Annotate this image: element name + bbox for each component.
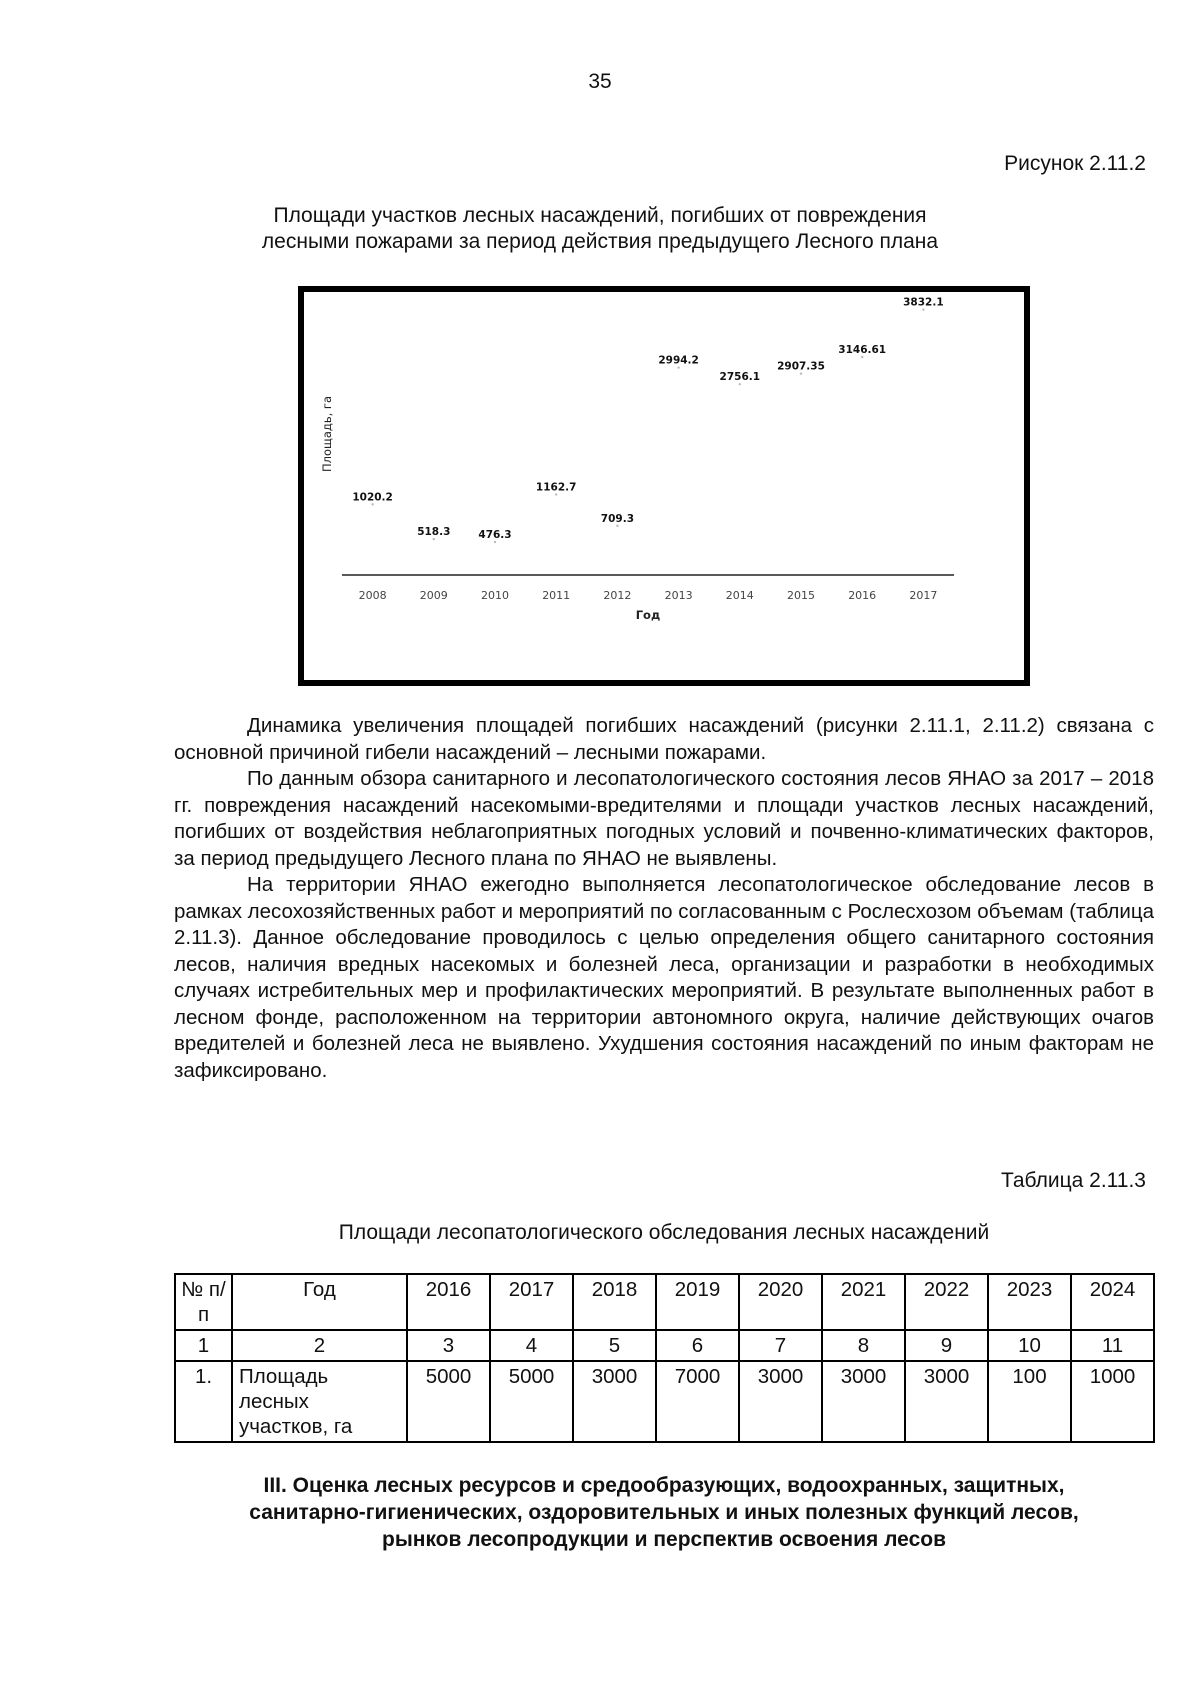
- header-cell: 2024: [1071, 1274, 1154, 1330]
- figure-title-line-1: Площади участков лесных насаждений, погибших от повреждения: [273, 204, 927, 227]
- y-axis-title: Площадь, га: [320, 395, 334, 473]
- data-point: [494, 541, 496, 543]
- x-tick-label: 2013: [664, 589, 693, 602]
- row-number-cell: 1.: [175, 1361, 232, 1442]
- value-cell: 5000: [490, 1361, 573, 1442]
- table-number-row: [175, 1330, 1154, 1361]
- number-cell: 11: [1071, 1330, 1154, 1361]
- table-header-row: [175, 1274, 1154, 1330]
- number-cell: 2: [232, 1330, 407, 1361]
- data-label: 2994.2: [658, 354, 699, 367]
- data-label: 709.3: [600, 512, 635, 525]
- section-heading-line-3: рынков лесопродукции и перспектив освоения лесов: [382, 1528, 946, 1551]
- section-heading-line-1: III. Оценка лесных ресурсов и средообразующих, водоохранных, защитных,: [263, 1474, 1065, 1497]
- data-label: 2756.1: [719, 371, 761, 384]
- data-label: 3146.61: [838, 344, 887, 357]
- value-cell: 5000: [407, 1361, 490, 1442]
- paragraph-1: Динамика увеличения площадей погибших насаждений (рисунки 2.11.1, 2.11.2) связана с основной причиной гибели насаждений – лесными пожарами.: [174, 714, 1154, 764]
- data-label: 3832.1: [903, 296, 944, 309]
- survey-area-table: [174, 1273, 1155, 1443]
- number-cell: 4: [490, 1330, 573, 1361]
- number-cell: 10: [988, 1330, 1071, 1361]
- section-heading: [174, 1472, 1154, 1553]
- x-tick-label: 2010: [481, 589, 509, 602]
- x-tick-label: 2009: [419, 589, 448, 602]
- row-label-cell: Площадь лесных участков, га: [232, 1361, 407, 1442]
- x-tick-label: 2016: [848, 589, 877, 602]
- value-cell: 1000: [1071, 1361, 1154, 1442]
- data-point: [922, 308, 924, 310]
- number-cell: 7: [739, 1330, 822, 1361]
- value-cell: 7000: [656, 1361, 739, 1442]
- header-cell: 2022: [905, 1274, 988, 1330]
- number-cell: 6: [656, 1330, 739, 1361]
- x-tick-label: 2014: [725, 589, 754, 602]
- data-point: [555, 493, 557, 495]
- value-cell: 3000: [573, 1361, 656, 1442]
- number-cell: 1: [175, 1330, 232, 1361]
- table-row: [175, 1361, 1154, 1442]
- x-tick-label: 2017: [909, 589, 938, 602]
- x-tick-label: 2011: [542, 589, 571, 602]
- value-cell: 3000: [739, 1361, 822, 1442]
- data-point: [739, 383, 741, 385]
- number-cell: 9: [905, 1330, 988, 1361]
- body-text: [174, 713, 1154, 1084]
- header-cell: 2021: [822, 1274, 905, 1330]
- data-point: [861, 356, 863, 358]
- paragraph-3: На территории ЯНАО ежегодно выполняется лесопатологическое обследование лесов в рамках лесохозяйственных работ и мероприятий по согласованным с Рослесхозом объемам (таблица 2.11.3). Данное обследование проводилось с целью определения общего санитарного состояния лесов, наличия вредных насекомых и болезней леса, организации и разработки в необходимых случаях истребительных мер и профилактических мероприятий. В результате выполненных работ в лесном фонде, расположенном на территории автономного округа, наличие действующих очагов вредителей и болезней леса не выявлено. Ухудшения состояния насаждений по иным факторам не зафиксировано.: [174, 873, 1154, 1082]
- x-tick-label: 2008: [358, 589, 387, 602]
- header-cell: 2020: [739, 1274, 822, 1330]
- paragraph-2: По данным обзора санитарного и лесопатологического состояния лесов ЯНАО за 2017 – 2018 гг. повреждения насаждений насекомыми-вредителями и площади участков лесных насаждений, погибших от воздействия неблагоприятных погодных условий и почвенно-климатических факторов, за период предыдущего Лесного плана по ЯНАО не выявлены.: [174, 767, 1154, 870]
- data-label: 2907.35: [777, 360, 825, 373]
- data-point: [433, 538, 435, 540]
- number-cell: 8: [822, 1330, 905, 1361]
- value-cell: 3000: [905, 1361, 988, 1442]
- page-number: 35: [588, 70, 612, 93]
- fire-area-chart: [304, 292, 1024, 680]
- number-cell: 5: [573, 1330, 656, 1361]
- value-cell: 3000: [822, 1361, 905, 1442]
- number-cell: 3: [407, 1330, 490, 1361]
- header-cell: 2019: [656, 1274, 739, 1330]
- header-cell: Год: [232, 1274, 407, 1330]
- value-cell: 100: [988, 1361, 1071, 1442]
- table-label: Таблица 2.11.3: [1000, 1169, 1146, 1192]
- table-title: Площади лесопатологического обследования лесных насаждений: [338, 1221, 990, 1244]
- figure-label: Рисунок 2.11.2: [1004, 152, 1146, 175]
- header-cell: № п/п: [175, 1274, 232, 1330]
- section-heading-line-2: санитарно-гигиенических, оздоровительных и иных полезных функций лесов,: [249, 1501, 1079, 1524]
- x-tick-label: 2015: [787, 589, 815, 602]
- x-tick-label: 2012: [603, 589, 632, 602]
- data-label: 1020.2: [352, 491, 393, 504]
- data-label: 476.3: [478, 529, 512, 542]
- data-point: [800, 372, 802, 374]
- data-point: [371, 503, 373, 505]
- header-cell: 2017: [490, 1274, 573, 1330]
- figure-title-line-2: лесными пожарами за период действия предыдущего Лесного плана: [261, 230, 939, 253]
- data-label: 518.3: [417, 526, 451, 539]
- data-label: 1162.7: [535, 481, 577, 494]
- header-cell: 2023: [988, 1274, 1071, 1330]
- data-point: [677, 366, 679, 368]
- header-cell: 2016: [407, 1274, 490, 1330]
- x-axis-title: Год: [635, 608, 661, 622]
- header-cell: 2018: [573, 1274, 656, 1330]
- data-point: [616, 525, 618, 527]
- figure-title: [200, 203, 1000, 255]
- chart-frame: [298, 286, 1030, 686]
